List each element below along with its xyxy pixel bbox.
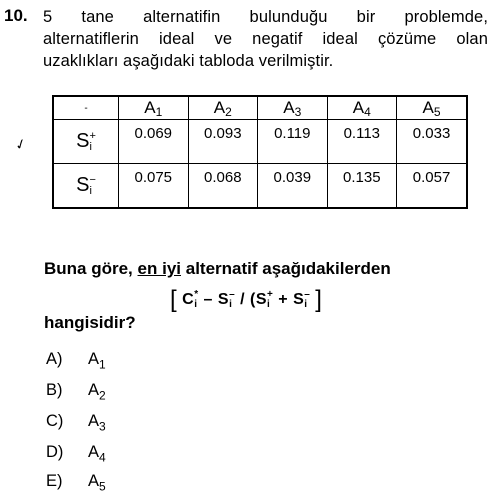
stem-line-1: 5 tane alternatifin bulunduğu bir problemde,: [43, 8, 488, 26]
distance-table: [52, 95, 468, 209]
table-cell: 0.069: [119, 120, 189, 164]
check-mark-icon: ✓: [12, 134, 29, 154]
column-header-a1: $A_1$: [119, 96, 189, 120]
table-cell: 0.033: [397, 120, 467, 164]
table-cell: 0.093: [188, 120, 258, 164]
column-header-a3: $A_3$: [258, 96, 328, 120]
row-label-s-minus: S − i: [53, 163, 119, 208]
option-letter: C): [46, 412, 64, 430]
formula-annotation: [ C * i – S – i / (S + i + S – i ]: [170, 286, 323, 313]
column-header-a4: $A_4$: [327, 96, 397, 120]
question-number: 10.: [4, 6, 28, 25]
option-a[interactable]: [46, 350, 106, 371]
table-corner-cell: -: [53, 96, 119, 120]
option-value: $A_4$: [88, 443, 106, 465]
option-letter: E): [46, 472, 63, 490]
option-letter: D): [46, 443, 64, 461]
underlined-phrase: en iyi: [137, 259, 181, 278]
table-cell: 0.135: [327, 163, 397, 208]
column-header-a2: $A_2$: [188, 96, 258, 120]
table-cell: 0.068: [188, 163, 258, 208]
option-b[interactable]: [46, 381, 106, 402]
table-row-s-plus: [53, 120, 467, 164]
option-c[interactable]: [46, 412, 106, 433]
table-cell: 0.119: [258, 120, 328, 164]
option-value: $A_1$: [88, 350, 106, 372]
table-cell: 0.075: [119, 163, 189, 208]
option-value: $A_3$: [88, 412, 106, 434]
column-header-a5: $A_5$: [397, 96, 467, 120]
table-header-row: [53, 96, 467, 120]
table-cell: 0.113: [327, 120, 397, 164]
row-label-s-plus: S + i: [53, 120, 119, 164]
option-d[interactable]: [46, 443, 106, 464]
table-cell: 0.057: [397, 163, 467, 208]
table-row-s-minus: [53, 163, 467, 208]
question-prompt: Buna göre, en iyi alternatif aşağıdakilerden: [44, 259, 391, 278]
option-value: $A_5$: [88, 472, 106, 494]
table-cell: 0.039: [258, 163, 328, 208]
option-value: $A_2$: [88, 381, 106, 403]
stem-line-2: alternatiflerin ideal ve negatif ideal çözüme olan: [43, 30, 488, 48]
option-letter: A): [46, 350, 63, 368]
stem-line-3: uzaklıkları aşağıdaki tabloda verilmiştir.: [43, 52, 334, 70]
option-e[interactable]: [46, 472, 106, 493]
option-letter: B): [46, 381, 63, 399]
question-stem: [43, 6, 488, 72]
question-prompt-end: hangisidir?: [44, 313, 136, 332]
